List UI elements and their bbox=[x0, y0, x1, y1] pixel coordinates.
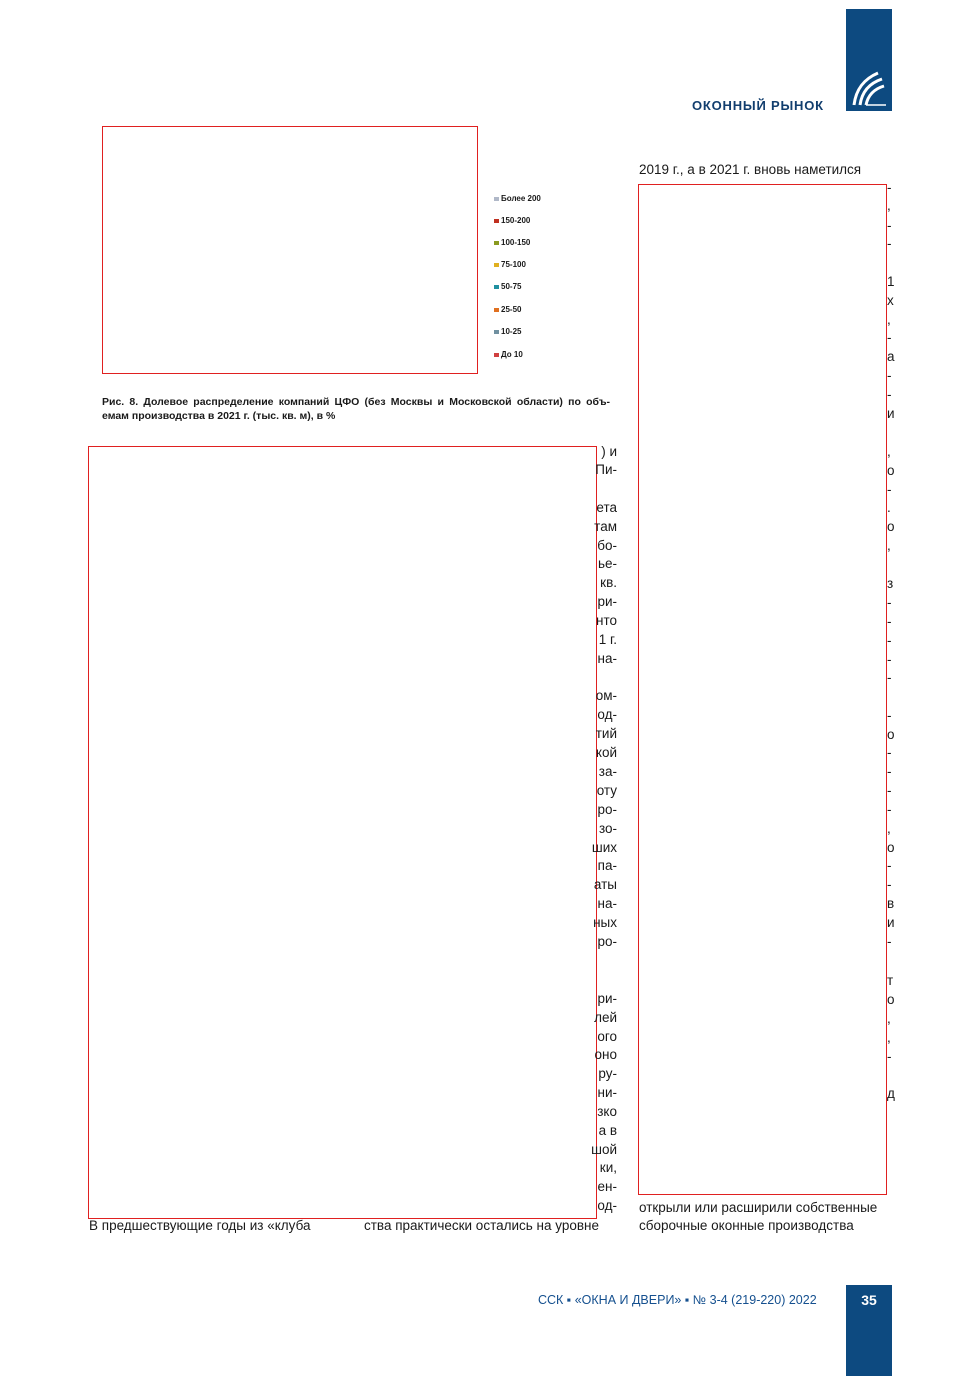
text-fragment: , bbox=[887, 1030, 891, 1045]
footer-journal-info: ССК ▪ «ОКНА И ДВЕРИ» ▪ № 3-4 (219-220) 2022 bbox=[538, 1293, 817, 1307]
journal-logo bbox=[846, 9, 892, 111]
text-fragment: - bbox=[887, 802, 892, 817]
text-fragment: , bbox=[887, 538, 891, 553]
text-fragment: од- bbox=[597, 707, 617, 722]
text-fragment: . bbox=[887, 500, 891, 515]
legend-item bbox=[494, 260, 526, 269]
text-fragment: т bbox=[887, 973, 894, 988]
text-fragment: нто bbox=[596, 613, 617, 628]
legend-swatch bbox=[494, 263, 499, 267]
text-fragment: кв. bbox=[600, 575, 617, 590]
image-placeholder-left bbox=[88, 446, 597, 1219]
text-fragment: 1 bbox=[887, 274, 895, 289]
text-fragment: - bbox=[887, 934, 892, 949]
text-fragment: од- bbox=[597, 1198, 617, 1213]
text-fragment: зо- bbox=[598, 821, 617, 836]
legend-label: Более 200 bbox=[501, 194, 541, 203]
logo-swoosh-icon bbox=[846, 9, 892, 111]
text-fragment: о bbox=[887, 992, 895, 1007]
text-fragment: ета bbox=[596, 500, 617, 515]
legend-item bbox=[494, 350, 523, 359]
legend-label: 50-75 bbox=[501, 282, 522, 291]
text-fragment: там bbox=[594, 519, 617, 534]
legend-label: До 10 bbox=[501, 350, 523, 359]
body-text-line: открыли или расширили собственные bbox=[639, 1200, 878, 1215]
text-fragment: аты bbox=[593, 877, 617, 892]
legend-item bbox=[494, 327, 521, 336]
section-title: ОКОННЫЙ РЫНОК bbox=[692, 98, 824, 113]
text-fragment: ) и bbox=[601, 444, 617, 459]
text-fragment: о bbox=[887, 463, 895, 478]
legend-label: 100-150 bbox=[501, 238, 531, 247]
text-fragment: - bbox=[887, 877, 892, 892]
text-fragment: на- bbox=[597, 896, 617, 911]
legend-item bbox=[494, 194, 541, 203]
text-fragment: - bbox=[887, 218, 892, 233]
text-fragment: - bbox=[887, 330, 892, 345]
legend-swatch bbox=[494, 330, 499, 334]
text-fragment: - bbox=[887, 745, 892, 760]
text-fragment: ных bbox=[593, 915, 617, 930]
text-fragment: па- bbox=[597, 858, 617, 873]
text-fragment: тий bbox=[595, 726, 617, 741]
text-fragment: - bbox=[887, 387, 892, 402]
body-text-line: В предшествующие годы из «клуба bbox=[89, 1218, 311, 1233]
text-fragment: ших bbox=[591, 840, 617, 855]
text-fragment: , bbox=[887, 312, 891, 327]
text-fragment: оту bbox=[596, 783, 617, 798]
legend-swatch bbox=[494, 241, 499, 245]
text-fragment: о bbox=[887, 727, 895, 742]
text-fragment: - bbox=[887, 858, 892, 873]
text-fragment: бо- bbox=[597, 538, 617, 553]
text-fragment: - bbox=[887, 764, 892, 779]
text-fragment: ро- bbox=[597, 802, 617, 817]
legend-swatch bbox=[494, 219, 499, 223]
legend-swatch bbox=[494, 353, 499, 357]
legend-item bbox=[494, 282, 521, 291]
text-fragment: - bbox=[887, 633, 892, 648]
text-fragment: ки, bbox=[599, 1160, 617, 1175]
figure-caption: Рис. 8. Долевое распределение компаний ЦФО (без Москвы и Московской области) по объ- емам производства в 2021 г. (тыс. кв. м), в % bbox=[102, 396, 610, 422]
legend-label: 10-25 bbox=[501, 327, 522, 336]
text-fragment: и bbox=[887, 915, 895, 930]
text-fragment: ье- bbox=[597, 556, 617, 571]
legend-swatch bbox=[494, 285, 499, 289]
text-fragment: кой bbox=[595, 745, 617, 760]
page-number: 35 bbox=[861, 1292, 877, 1308]
text-fragment: о bbox=[887, 840, 895, 855]
text-fragment: - bbox=[887, 614, 892, 629]
text-fragment: ру- bbox=[598, 1066, 617, 1081]
text-fragment: з bbox=[887, 576, 894, 591]
text-fragment: на- bbox=[597, 651, 617, 666]
legend-swatch bbox=[494, 197, 499, 201]
text-fragment: , bbox=[887, 198, 891, 213]
legend-label: 150-200 bbox=[501, 216, 531, 225]
text-fragment: ом- bbox=[595, 688, 617, 703]
text-fragment: Пи- bbox=[595, 462, 617, 477]
legend-label: 25-50 bbox=[501, 305, 522, 314]
text-fragment: - bbox=[887, 368, 892, 383]
legend-item bbox=[494, 305, 521, 314]
text-fragment: ри- bbox=[597, 991, 617, 1006]
text-fragment: - bbox=[887, 708, 892, 723]
text-fragment: - bbox=[887, 482, 892, 497]
text-fragment: х bbox=[887, 293, 894, 308]
legend-item bbox=[494, 216, 530, 225]
text-fragment: ри- bbox=[597, 594, 617, 609]
text-fragment: - bbox=[887, 180, 892, 195]
text-fragment: а bbox=[887, 349, 895, 364]
legend-item bbox=[494, 238, 530, 247]
legend-label: 75-100 bbox=[501, 260, 526, 269]
text-fragment: оно bbox=[594, 1047, 617, 1062]
text-fragment: и bbox=[887, 406, 895, 421]
text-fragment: о bbox=[887, 519, 895, 534]
text-fragment: - bbox=[887, 236, 892, 251]
text-fragment: д bbox=[887, 1086, 895, 1101]
text-fragment: за- bbox=[598, 764, 617, 779]
body-text-line: ства практически остались на уровне bbox=[364, 1218, 600, 1233]
text-fragment: , bbox=[887, 821, 891, 836]
text-fragment: зко bbox=[597, 1104, 617, 1119]
text-fragment: а в bbox=[598, 1123, 617, 1138]
body-text-line: 2019 г., а в 2021 г. вновь наметился bbox=[639, 162, 862, 177]
text-fragment: ого bbox=[597, 1029, 617, 1044]
text-fragment: - bbox=[887, 783, 892, 798]
text-fragment: шой bbox=[591, 1142, 617, 1157]
text-fragment: лей bbox=[594, 1010, 617, 1025]
text-fragment: ни- bbox=[597, 1085, 617, 1100]
text-fragment: - bbox=[887, 652, 892, 667]
text-fragment: - bbox=[887, 1049, 892, 1064]
legend-swatch bbox=[494, 308, 499, 312]
body-text-line: сборочные оконные производства bbox=[639, 1218, 854, 1233]
text-fragment: , bbox=[887, 444, 891, 459]
figure-image-placeholder bbox=[102, 126, 478, 374]
text-fragment: в bbox=[887, 896, 895, 911]
text-fragment: - bbox=[887, 595, 892, 610]
text-fragment: ро- bbox=[597, 934, 617, 949]
text-fragment: 1 г. bbox=[598, 632, 617, 647]
image-placeholder-right bbox=[638, 184, 887, 1195]
text-fragment: ен- bbox=[597, 1179, 617, 1194]
text-fragment: , bbox=[887, 1011, 891, 1026]
text-fragment: - bbox=[887, 670, 892, 685]
